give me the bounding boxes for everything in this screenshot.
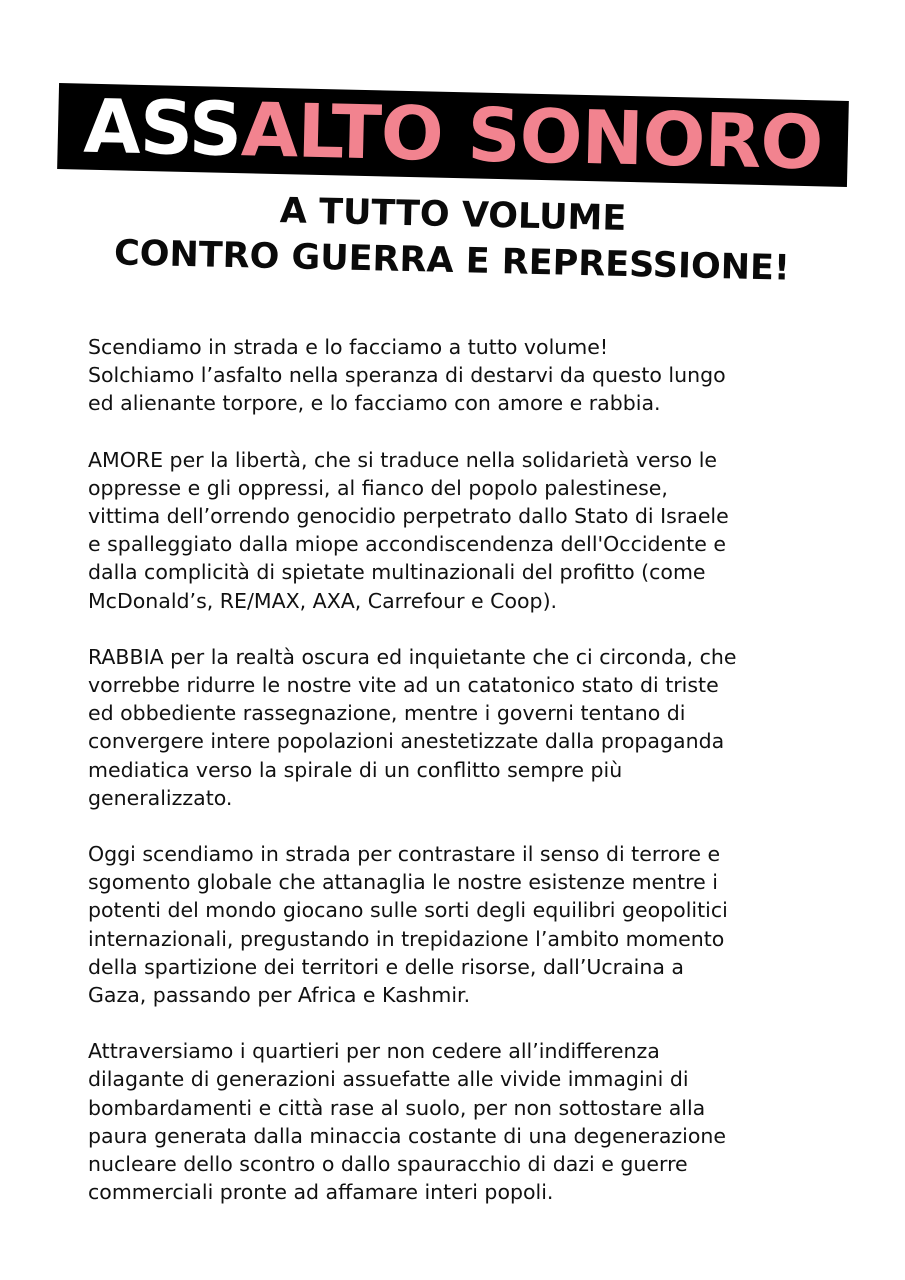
text-line: Scendiamo in strada e lo facciamo a tutto volume!: [88, 335, 609, 359]
text-line: McDonald’s, RE/MAX, AXA, Carrefour e Coop).: [88, 588, 558, 613]
paragraph: [88, 840, 828, 1009]
text-line: Oggi scendiamo in strada per contrastare il senso di terrore e: [88, 842, 721, 867]
text-line: sgomento globale che attanaglia le nostre esistenze mentre i: [88, 870, 718, 895]
text-line: ed obbediente rassegnazione, mentre i governi tentano di: [88, 701, 686, 726]
text-line: internazionali, pregustando in trepidazione l’ambito momento: [88, 926, 725, 951]
text-line: Solchiamo l’asfalto nella speranza di destarvi da questo lungo: [88, 363, 726, 388]
text-line: vittima dell’orrendo genocidio perpetrato dallo Stato di Israele: [88, 504, 729, 529]
paragraph: [88, 1037, 828, 1206]
text-line: generalizzato.: [88, 785, 233, 810]
subtitle: [79, 184, 826, 293]
subtitle-line: A TUTTO VOLUME: [279, 191, 627, 239]
text-line: paura generata dalla minaccia costante di una degenerazione: [88, 1123, 726, 1148]
text-line: convergere intere popolazioni anestetizzate dalla propaganda: [88, 729, 725, 754]
text-line: commerciali pronte ad affamare interi popoli.: [88, 1180, 554, 1205]
paragraph: [88, 643, 828, 812]
text-line: mediatica verso la spirale di un conflitto sempre più: [88, 757, 623, 782]
text-line: della spartizione dei territori e delle risorse, dall’Ucraina a: [88, 954, 684, 979]
text-line: Gaza, passando per Africa e Kashmir.: [88, 983, 471, 1008]
text-line: potenti del mondo giocano sulle sorti degli equilibri geopolitici: [88, 898, 728, 923]
title-white-part: ASS: [82, 83, 243, 174]
text-line: RABBIA per la realtà oscura ed inquietante che ci circonda, che: [88, 644, 737, 669]
text-line: bombardamenti e città rase al suolo, per non sottostare alla: [88, 1095, 706, 1120]
body-text: [88, 333, 828, 1234]
text-line: dilagante di generazioni assuefatte alle vivide immagini di: [88, 1067, 689, 1092]
paragraph: [88, 333, 828, 418]
text-line: e spalleggiato dalla miope accondiscendenza dell'Occidente e: [88, 532, 726, 557]
title-pink-part: ALTO SONORO: [240, 87, 824, 187]
text-line: oppresse e gli oppressi, al fianco del popolo palestinese,: [88, 475, 668, 500]
text-line: Attraversiamo i quartieri per non cedere all’indifferenza: [88, 1039, 660, 1064]
text-line: vorrebbe ridurre le nostre vite ad un catatonico stato di triste: [88, 673, 719, 698]
subtitle-line: CONTRO GUERRA E REPRESSIONE!: [113, 233, 791, 289]
text-line: nucleare dello scontro o dallo spauracchio di dazi e guerre: [88, 1152, 688, 1177]
page-title: [82, 83, 824, 187]
text-line: dalla complicità di spietate multinazionali del profitto (come: [88, 560, 706, 585]
paragraph: [88, 446, 828, 615]
text-line: ed alienante torpore, e lo facciamo con amore e rabbia.: [88, 391, 661, 416]
title-banner: [57, 83, 849, 187]
text-line: AMORE per la libertà, che si traduce nella solidarietà verso le: [88, 447, 718, 472]
